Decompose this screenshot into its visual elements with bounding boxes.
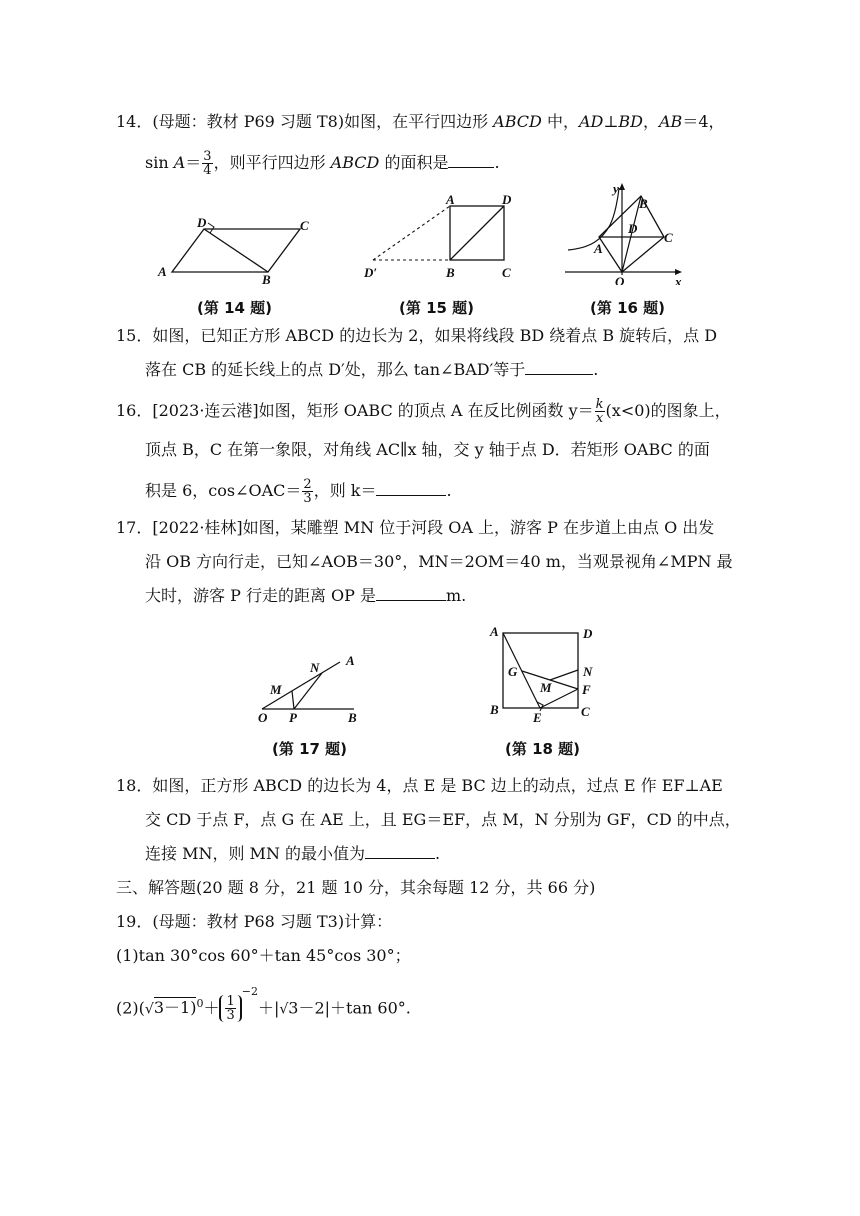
fig18-label-f: F xyxy=(582,682,591,697)
figure-15 xyxy=(360,192,535,287)
fig17-label-m: M xyxy=(270,682,282,697)
q19-line1: 19．(母题：教材 P68 习题 T3)计算： xyxy=(116,912,393,931)
fig18-label-b: B xyxy=(490,702,499,717)
q16-line3: 积是 6，cos∠OAC＝ $\frac{2}{3}$ ，则 k＝ . xyxy=(145,477,452,506)
fig14-label-c: C xyxy=(300,218,309,233)
figure-17 xyxy=(256,645,371,725)
paren-fraction: $\frac{1}{3}$ xyxy=(219,995,241,1022)
fig16-label-b: B xyxy=(639,196,648,211)
sqrt-sign: √ xyxy=(279,1001,289,1018)
q18-line3: 连接 MN，则 MN 的最小值为 . xyxy=(145,844,441,863)
answer-blank xyxy=(525,360,593,375)
q14-line2: sin A＝ $\frac{3}{4}$ ，则平行四边形 ABCD 的面积是 . xyxy=(145,149,500,178)
fraction-two-thirds: $\frac{2}{3}$ xyxy=(303,477,312,506)
fig18-label-c: C xyxy=(581,704,590,719)
fig17-label-o: O xyxy=(258,710,268,725)
caption-18: (第 18 题) xyxy=(505,740,581,758)
answer-blank xyxy=(365,844,435,859)
figure-16 xyxy=(560,180,690,285)
fig17-label-b: B xyxy=(348,710,357,725)
fig16-label-a: A xyxy=(594,241,603,256)
fig14-label-a: A xyxy=(158,264,167,279)
fig18-label-d: D xyxy=(583,626,593,641)
fig17-label-p: P xyxy=(289,710,297,725)
q18-line1: 18．如图，正方形 ABCD 的边长为 4，点 E 是 BC 边上的动点，过点 E 作 EF⊥AE xyxy=(116,776,723,795)
q17-line1: 17．[2022·桂林]如图，某雕塑 MN 位于河段 OA 上，游客 P 在步道上由点 O 出发 xyxy=(116,518,715,537)
caption-14: (第 14 题) xyxy=(197,299,273,317)
q19-line2: (1)tan 30°cos 60°＋tan 45°cos 30°； xyxy=(116,946,411,965)
answer-blank xyxy=(448,153,494,168)
fig15-label-b: B xyxy=(446,265,455,280)
fig15-label-c: C xyxy=(502,265,511,280)
q18-line2: 交 CD 于点 F，点 G 在 AE 上，且 EG＝EF，点 M，N 分别为 GF，CD 的中点， xyxy=(145,810,741,829)
fig14-label-b: B xyxy=(262,272,271,287)
caption-17: (第 17 题) xyxy=(272,740,348,758)
q19-line3: $(2)(√3-1)^0+$ $\frac{1}{3}$ $^{-2}$＋|√3－2|＋tan 60°. xyxy=(116,985,411,1024)
figure-14 xyxy=(150,212,320,287)
fig16-label-c: C xyxy=(664,230,673,245)
section-heading: 三、解答题(20 题 8 分，21 题 10 分，其余每题 12 分，共 66 分) xyxy=(116,878,596,897)
fig15-label-a: A xyxy=(446,192,455,207)
fig16-label-x: x xyxy=(675,274,682,285)
fig16-label-y: y xyxy=(613,181,619,196)
fig16-label-d: D xyxy=(628,221,638,236)
sqrt-sign: √ xyxy=(144,1001,154,1018)
fraction-k-over-x: $\frac{k}{x}$ xyxy=(595,397,604,426)
fig15-label-d: D xyxy=(502,192,512,207)
caption-16: (第 16 题) xyxy=(590,299,666,317)
q14-line1: 14．(母题：教材 P69 习题 T8)如图，在平行四边形 ABCD 中，AD⊥BD，AB＝4， xyxy=(116,112,725,131)
fig14-label-d: D xyxy=(197,215,207,230)
fig18-label-g: G xyxy=(508,664,518,679)
q15-line2: 落在 CB 的延长线上的点 D′处，那么 tan∠BAD′等于 . xyxy=(145,360,599,379)
caption-15: (第 15 题) xyxy=(399,299,475,317)
q16-line1: 16．[2023·连云港]如图，矩形 OABC 的顶点 A 在反比例函数 y＝ $\frac{k}{x}$ (x<0)的图象上， xyxy=(116,397,731,426)
answer-blank xyxy=(376,586,446,601)
fraction-three-quarters: $\frac{3}{4}$ xyxy=(203,149,212,178)
q16-line2: 顶点 B，C 在第一象限，对角线 AC∥x 轴，交 y 轴于点 D．若矩形 OABC 的面 xyxy=(145,440,710,459)
q17-line3: 大时，游客 P 行走的距离 OP 是 m. xyxy=(145,586,467,605)
q15-line1: 15．如图，已知正方形 ABCD 的边长为 2，如果将线段 BD 绕着点 B 旋转后，点 D xyxy=(116,326,718,345)
fig17-label-a: A xyxy=(346,653,355,668)
fig16-label-o: O xyxy=(615,274,625,285)
answer-blank xyxy=(376,481,446,496)
fig17-label-n: N xyxy=(310,660,320,675)
fig15-label-dprime: D′ xyxy=(364,265,378,280)
fig18-label-a: A xyxy=(490,624,499,639)
fig18-label-e: E xyxy=(533,710,542,725)
fig18-label-n: N xyxy=(583,664,593,679)
q17-line2: 沿 OB 方向行走，已知∠AOB＝30°，MN＝2OM＝40 m，当观景视角∠MPN 最 xyxy=(145,552,733,571)
fig18-label-m: M xyxy=(540,680,552,695)
figure-18 xyxy=(484,622,604,727)
